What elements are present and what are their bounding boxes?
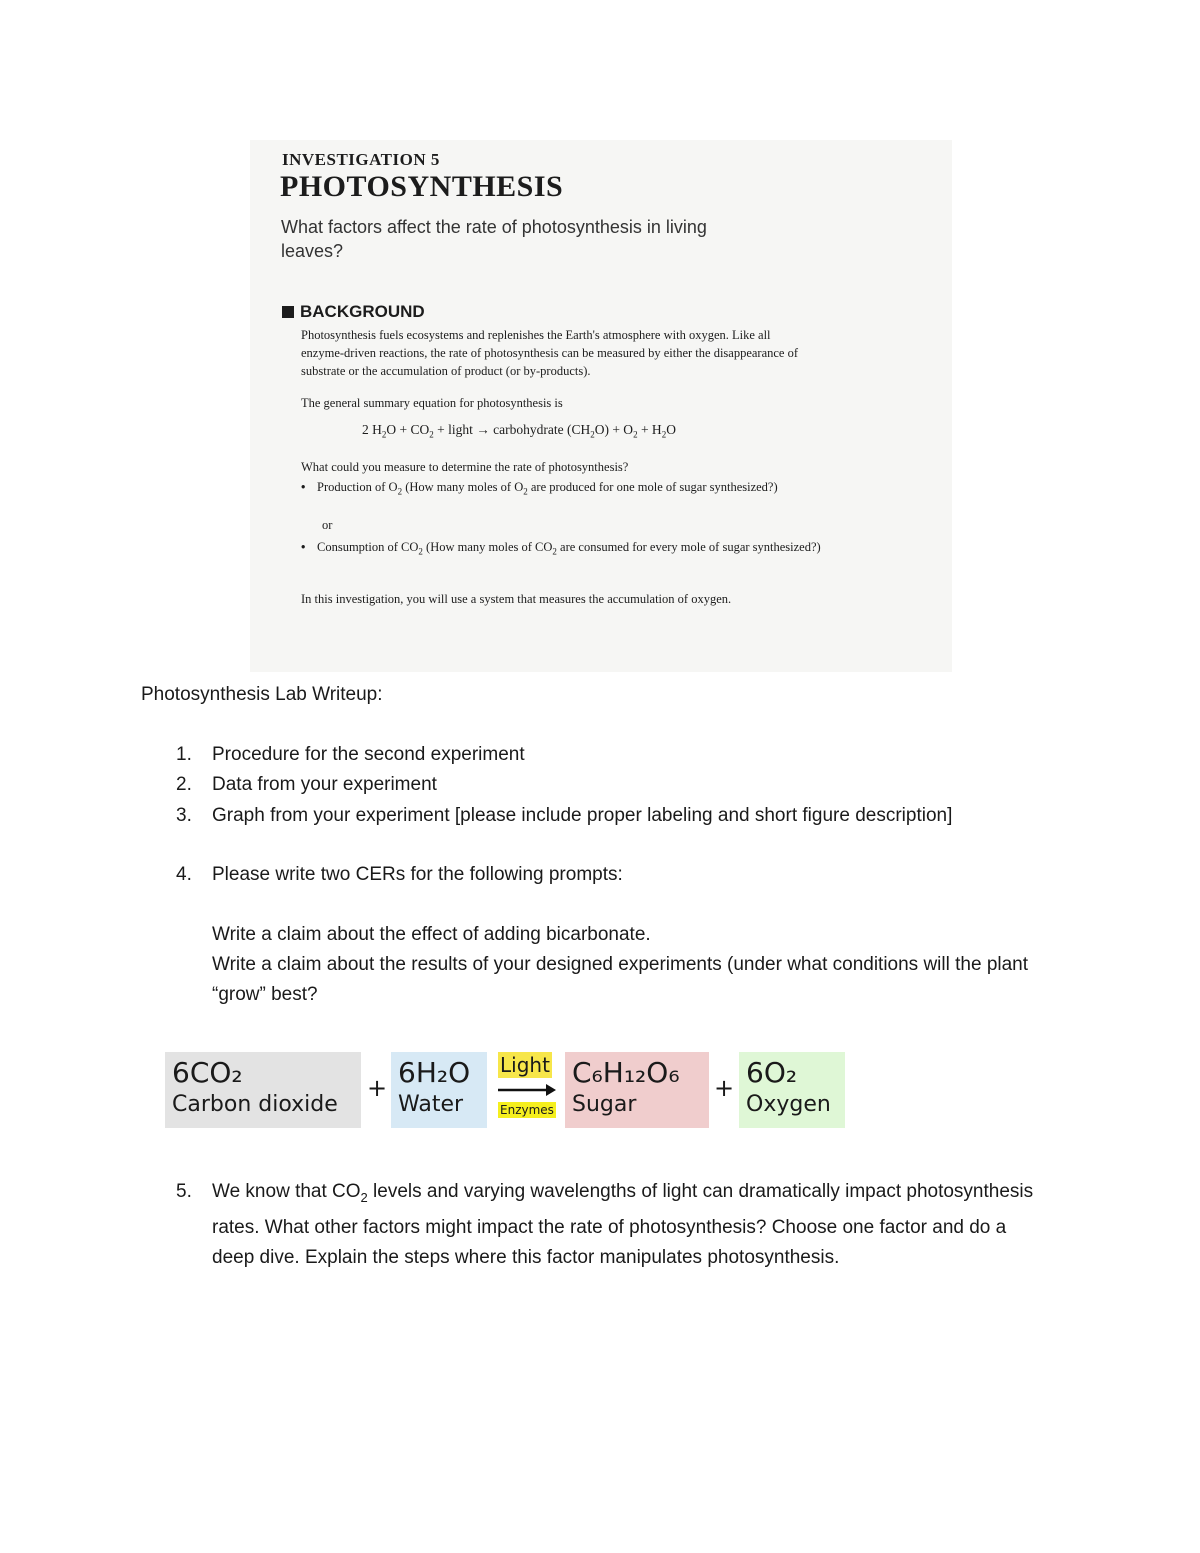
bullet-text: Production of $O_2$ (How many moles of $O_2$ are produced for one mole of sugar synthesized?) [317, 480, 778, 497]
bullet-text: Consumption of $CO_2$ (How many moles of $CO_2$ are consumed for every mole of sugar synthesized?) [317, 540, 821, 557]
list-number: 3. [176, 805, 192, 826]
list-item-data: Data from your experiment [212, 774, 437, 795]
product-oxygen [739, 1052, 845, 1128]
list-item-graph: Graph from your experiment [please include proper labeling and short figure description] [212, 805, 953, 826]
cer-prompt-designed-experiment: Write a claim about the results of your designed experiments (under what conditions will the plant “grow” best? [212, 954, 1029, 1005]
writeup-heading: Photosynthesis Lab Writeup: [141, 684, 383, 705]
o2-formula: 6O₂ [746, 1056, 798, 1089]
sugar-name: Sugar [572, 1092, 637, 1117]
bullet-icon: • [301, 480, 306, 494]
product-sugar [565, 1052, 709, 1128]
list-item-cers: Please write two CERs for the following prompts: [212, 864, 623, 885]
bullet-co2-consumption [301, 538, 821, 561]
background-heading [282, 302, 425, 322]
background-paragraph-2: The general summary equation for photosynthesis is [301, 396, 563, 410]
summary-equation: 2 $H_2O + CO_2$ + light → carbohydrate $(CH_2O) + O_2 + H_2O$ [362, 422, 676, 440]
investigation-question: What factors affect the rate of photosynthesis in living leaves? [281, 217, 707, 261]
list-number: 1. [176, 744, 192, 765]
square-bullet-icon [282, 306, 294, 318]
list-number: 4. [176, 864, 192, 885]
or-separator: or [322, 518, 333, 532]
list-item-procedure: Procedure for the second experiment [212, 744, 525, 765]
h2o-formula: 6H₂O [398, 1056, 471, 1089]
background-paragraph-3: What could you measure to determine the rate of photosynthesis? [301, 460, 629, 474]
plus-sign: + [367, 1074, 388, 1102]
background-paragraph-1: Photosynthesis fuels ecosystems and replenishes the Earth's atmosphere with oxygen. Like all enzyme-driven reactions, the rate of photosynthesis can be measured by either the disappearance of substrate or the accumulation of product (or by-products). [301, 328, 799, 378]
cer-prompt-bicarbonate: Write a claim about the effect of adding bicarbonate. [212, 924, 651, 945]
bullet-oxygen-production [301, 478, 778, 501]
o2-name: Oxygen [746, 1092, 831, 1117]
light-label: Light [500, 1053, 550, 1077]
reactant-water [391, 1052, 487, 1128]
list-number: 2. [176, 774, 192, 795]
enzymes-label: Enzymes [500, 1103, 554, 1117]
background-heading-text: BACKGROUND [300, 302, 425, 321]
list-item-other-factors: We know that $CO_2$ levels and varying wavelengths of light can dramatically impact photosynthesis rates. What other factors might impact the rate of photosynthesis? Choose one factor and do a deep dive. Explain the steps where this factor manipulates photosynthesis. [212, 1181, 1034, 1268]
sugar-formula: C₆H₁₂O₆ [572, 1056, 680, 1089]
investigation-label: INVESTIGATION 5 [282, 150, 440, 169]
list-number: 5. [176, 1181, 192, 1202]
textbook-excerpt-image [250, 140, 952, 672]
reactant-carbon-dioxide [165, 1052, 361, 1128]
bullet-icon: • [301, 540, 306, 554]
h2o-name: Water [398, 1092, 464, 1117]
reaction-arrow-group [494, 1052, 558, 1128]
background-paragraph-4: In this investigation, you will use a system that measures the accumulation of oxygen. [301, 592, 732, 606]
plus-sign: + [714, 1074, 735, 1102]
co2-name: Carbon dioxide [172, 1092, 338, 1117]
investigation-title: PHOTOSYNTHESIS [280, 170, 564, 203]
arrow-right-icon [494, 1080, 558, 1100]
co2-formula: 6CO₂ [172, 1056, 243, 1089]
